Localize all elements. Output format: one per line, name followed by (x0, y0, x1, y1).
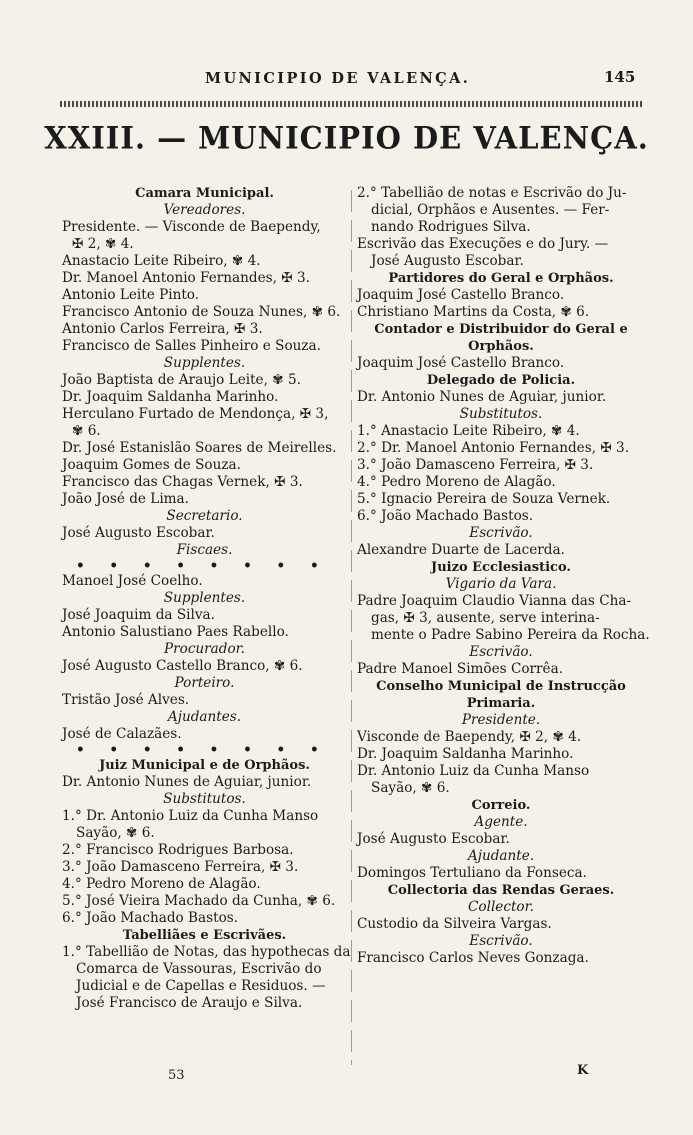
left-entry-line: 1.° Tabellião de Notas, das hypothecas da (62, 944, 351, 960)
right-entry-line: dicial, Orphãos e Ausentes. — Fer- (371, 202, 610, 218)
page-title: XXIII. — MUNICIPIO DE VALENÇA. (44, 120, 649, 156)
left-entry-line: Francisco das Chagas Vernek, ✠ 3. (62, 474, 303, 490)
right-entry-line: gas, ✠ 3, ausente, serve interina- (371, 610, 600, 626)
decorative-rule (60, 101, 642, 107)
right-entry-line: 2.° Tabellião de notas e Escrivão do Ju- (357, 185, 627, 201)
right-role-label: Collector. (468, 899, 534, 915)
right-entry-line: Sayão, ✾ 6. (371, 780, 450, 796)
left-entry-line: José Joaquim da Silva. (62, 607, 215, 623)
right-section-heading: Delegado de Policia. (426, 373, 576, 388)
page-number: 145 (604, 68, 636, 86)
left-entry-line: Manoel José Coelho. (62, 573, 203, 589)
left-role-label: Supplentes. (163, 590, 246, 606)
left-entry-line: José Augusto Escobar. (62, 525, 215, 541)
left-entry-line: 6.° João Machado Bastos. (62, 910, 239, 926)
left-entry-line: 4.° Pedro Moreno de Alagão. (62, 876, 261, 892)
right-section-heading: Partidores do Geral e Orphãos. (388, 271, 614, 286)
left-entry-line: Antonio Carlos Ferreira, ✠ 3. (62, 321, 263, 337)
left-entry-line: Anastacio Leite Ribeiro, ✾ 4. (62, 253, 261, 269)
right-entry-line: 6.° João Machado Bastos. (357, 508, 534, 524)
right-role-label: Escrivão. (469, 525, 533, 541)
right-role-label: Ajudante. (467, 848, 535, 864)
left-entry-line: Dr. Joaquim Saldanha Marinho. (62, 389, 279, 405)
left-entry-line: Joaquim Gomes de Souza. (62, 457, 241, 473)
right-entry-line: Dr. Antonio Nunes de Aguiar, junior. (357, 389, 607, 405)
right-entry-line: Joaquim José Castello Branco. (357, 355, 565, 371)
right-entry-line: Dr. Antonio Luiz da Cunha Manso (357, 763, 590, 779)
right-role-label: Agente. (474, 814, 528, 830)
right-entry-line: 4.° Pedro Moreno de Alagão. (357, 474, 556, 490)
left-role-label: Fiscaes. (176, 542, 233, 558)
right-entry-line: 5.° Ignacio Pereira de Souza Vernek. (357, 491, 611, 507)
right-entry-line: 1.° Anastacio Leite Ribeiro, ✾ 4. (357, 423, 580, 439)
left-entry-line: Francisco de Salles Pinheiro e Souza. (62, 338, 321, 354)
signature-letter: K (577, 1063, 589, 1078)
left-entry-line: Dr. Manoel Antonio Fernandes, ✠ 3. (62, 270, 310, 286)
running-header (0, 70, 693, 90)
right-section-heading: Primaria. (466, 696, 536, 711)
left-role-label: Substitutos. (163, 791, 246, 807)
left-section-heading: Tabelliães e Escrivães. (122, 928, 287, 943)
right-section-heading: Orphãos. (468, 339, 534, 354)
column-divider (351, 190, 352, 1065)
right-entry-line: Alexandre Duarte de Lacerda. (357, 542, 565, 558)
left-entry-line: 2.° Francisco Rodrigues Barbosa. (62, 842, 294, 858)
right-entry-line: Padre Joaquim Claudio Vianna das Cha- (357, 593, 632, 609)
left-entry-line: Sayão, ✾ 6. (76, 825, 155, 841)
left-entry-line: José de Calazães. (62, 726, 182, 742)
left-entry-line: José Francisco de Araujo e Silva. (76, 995, 303, 1011)
right-entry-line: Joaquim José Castello Branco. (357, 287, 565, 303)
left-dot-leader: • • • • • • • • (76, 742, 329, 758)
left-entry-line: 1.° Dr. Antonio Luiz da Cunha Manso (62, 808, 319, 824)
right-role-label: Vigario da Vara. (445, 576, 557, 592)
signature-number: 53 (168, 1068, 185, 1083)
right-column (357, 185, 650, 967)
right-entry-line: Dr. Joaquim Saldanha Marinho. (357, 746, 574, 762)
right-entry-line: José Augusto Escobar. (357, 831, 510, 847)
left-entry-line: 5.° José Vieira Machado da Cunha, ✾ 6. (62, 893, 336, 909)
left-column (62, 185, 351, 1012)
right-role-label: Presidente. (461, 712, 541, 728)
left-entry-line: 3.° João Damasceno Ferreira, ✠ 3. (62, 859, 299, 875)
left-role-label: Supplentes. (163, 355, 246, 371)
right-entry-line: Christiano Martins da Costa, ✾ 6. (357, 304, 590, 320)
right-entry-line: Custodio da Silveira Vargas. (357, 916, 552, 932)
right-section-heading: Contador e Distribuidor do Geral e (374, 322, 628, 337)
right-entry-line: José Augusto Escobar. (371, 253, 524, 269)
right-entry-line: Visconde de Baependy, ✠ 2, ✾ 4. (357, 729, 582, 745)
left-role-label: Porteiro. (174, 675, 235, 691)
left-entry-line: ✠ 2, ✾ 4. (72, 236, 134, 252)
right-entry-line: Francisco Carlos Neves Gonzaga. (357, 950, 589, 966)
right-section-heading: Juizo Ecclesiastico. (431, 560, 571, 575)
right-role-label: Escrivão. (469, 644, 533, 660)
left-entry-line: José Augusto Castello Branco, ✾ 6. (62, 658, 303, 674)
left-entry-line: Tristão José Alves. (62, 692, 190, 708)
left-role-label: Secretario. (166, 508, 243, 524)
left-entry-line: Francisco Antonio de Souza Nunes, ✾ 6. (62, 304, 341, 320)
left-entry-line: Herculano Furtado de Mendonça, ✠ 3, (62, 406, 329, 422)
left-role-label: Vereadores. (163, 202, 246, 218)
left-dot-leader: • • • • • • • • (76, 558, 329, 574)
left-section-heading: Juiz Municipal e de Orphãos. (99, 758, 310, 773)
left-entry-line: Presidente. — Visconde de Baependy, (62, 219, 321, 235)
right-role-label: Escrivão. (469, 933, 533, 949)
right-entry-line: nando Rodrigues Silva. (371, 219, 531, 235)
left-role-label: Procurador. (163, 641, 245, 657)
running-title: MUNICIPIO DE VALENÇA. (205, 70, 471, 87)
left-entry-line: João Baptista de Araujo Leite, ✾ 5. (62, 372, 301, 388)
left-entry-line: Antonio Leite Pinto. (62, 287, 200, 303)
right-entry-line: 3.° João Damasceno Ferreira, ✠ 3. (357, 457, 594, 473)
right-section-heading: Correio. (471, 798, 531, 813)
right-role-label: Substitutos. (459, 406, 543, 422)
right-entry-line: Domingos Tertuliano da Fonseca. (357, 865, 587, 881)
left-entry-line: ✾ 6. (72, 423, 101, 439)
left-section-heading: Camara Municipal. (135, 186, 274, 201)
right-entry-line: Escrivão das Execuções e do Jury. — (357, 236, 609, 252)
right-entry-line: mente o Padre Sabino Pereira da Rocha. (371, 627, 650, 643)
left-entry-line: João José de Lima. (62, 491, 189, 507)
right-entry-line: Padre Manoel Simões Corrêa. (357, 661, 564, 677)
left-entry-line: Judicial e de Capellas e Residuos. — (76, 978, 326, 994)
left-entry-line: Dr. José Estanislão Soares de Meirelles. (62, 440, 337, 456)
left-entry-line: Comarca de Vassouras, Escrivão do (76, 961, 322, 977)
right-entry-line: 2.° Dr. Manoel Antonio Fernandes, ✠ 3. (357, 440, 630, 456)
right-section-heading: Collectoria das Rendas Geraes. (387, 883, 615, 898)
right-section-heading: Conselho Municipal de Instrucção (376, 679, 626, 694)
left-entry-line: Dr. Antonio Nunes de Aguiar, junior. (62, 774, 312, 790)
left-role-label: Ajudantes. (167, 709, 242, 725)
left-entry-line: Antonio Salustiano Paes Rabello. (62, 624, 289, 640)
